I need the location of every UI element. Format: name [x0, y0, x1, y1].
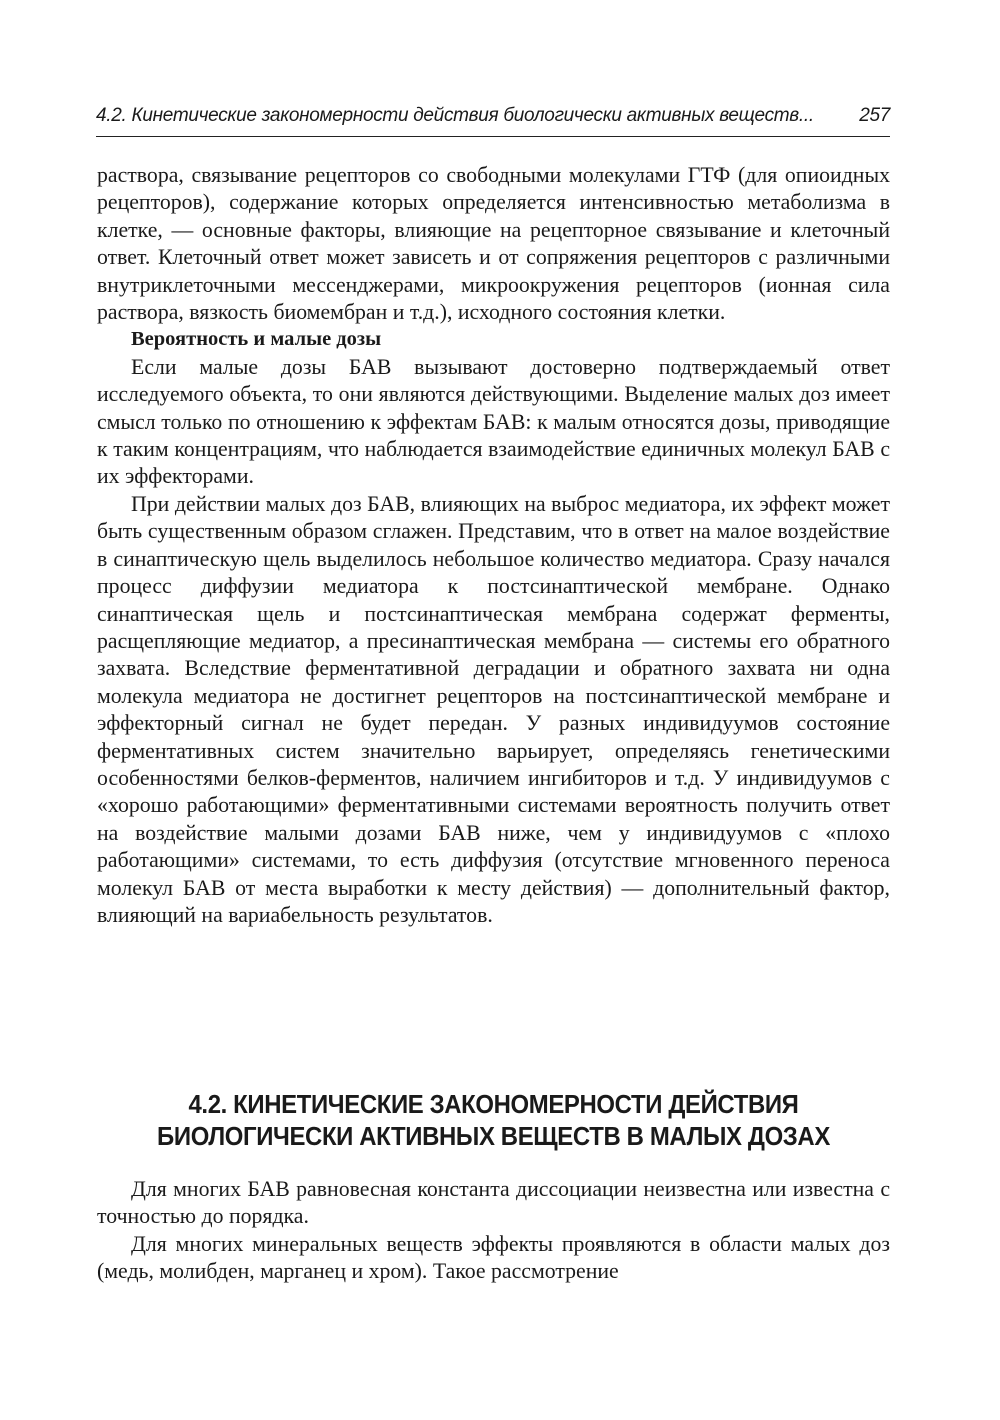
running-header: [96, 100, 890, 137]
running-header-title: 4.2. Кинетические закономерности действия биологически активных веществ...: [96, 105, 814, 126]
subheading: Вероятность и малые дозы: [131, 328, 382, 351]
main-text-block: [97, 162, 890, 929]
section-heading-line: 4.2. КИНЕТИЧЕСКИЕ ЗАКОНОМЕРНОСТИ ДЕЙСТВИЯ: [188, 1089, 799, 1119]
section-text-block: [97, 1176, 890, 1286]
page-number: 257: [859, 105, 890, 126]
paragraph: Для многих БАВ равновесная константа диссоциации неизвестна или известна с точностью до порядка.: [97, 1177, 890, 1229]
paragraph: Если малые дозы БАВ вызывают достоверно подтверждаемый ответ исследуемого объекта, то они являются действующими. Выделение малых доз имеет смысл только по отношению к эффектам БАВ: к малым относятся дозы, приводящие к таким концентрациям, что наблюдается взаимодействие единичных молекул БАВ с их эффекторами.: [97, 354, 890, 489]
paragraph-continuation: раствора, связывание рецепторов со свободными молекулами ГТФ (для опиоидных рецепторов), содержание которых определяется интенсивностью метаболизма в клетке, — основные факторы, влияющие на рецепторное связывание и клеточный ответ. Клеточный ответ может зависеть и от сопряжения рецепторов с различными внутриклеточными мессенджерами, микроокружения рецепторов (ионная сила раствора, вязкость биомембран и т.д.), исходного состояния клетки.: [97, 163, 890, 325]
section-heading: [129, 1088, 859, 1152]
paragraph: При действии малых доз БАВ, влияющих на выброс медиатора, их эффект может быть существенным образом сглажен. Представим, что в ответ на малое воздействие в синаптическую щель выделилось небольшое количество медиатора. Сразу начался процесс диффузии медиатора к постсинаптической мембране. Однако синаптическая щель и постсинаптическая мембрана содержат ферменты, расщепляющие медиатор, а пресинаптическая мембрана — системы его обратного захвата. Вследствие ферментативной деградации и обратного захвата ни одна молекула медиатора не достигнет рецепторов на постсинаптической мембране и эффекторный сигнал не будет передан. У разных индивидуумов состояние ферментативных систем значительно варьирует, определяясь генетическими особенностями белков-ферментов, наличием ингибиторов и т.д. У индивидуумов с «хорошо работающими» ферментативными системами вероятность получить ответ на воздействие малыми дозами БАВ ниже, чем у индивидуумов с «плохо работающими» системами, то есть диффузия (отсутствие мгновенного переноса молекул БАВ от места выработки к месту действия) — дополнительный фактор, влияющий на вариабельность результатов.: [97, 491, 890, 927]
paragraph: Для многих минеральных веществ эффекты проявляются в области малых доз (медь, молибден, марганец и хром). Такое рассмотрение: [97, 1231, 890, 1284]
section-heading-line: БИОЛОГИЧЕСКИ АКТИВНЫХ ВЕЩЕСТВ В МАЛЫХ ДОЗАХ: [157, 1121, 830, 1151]
